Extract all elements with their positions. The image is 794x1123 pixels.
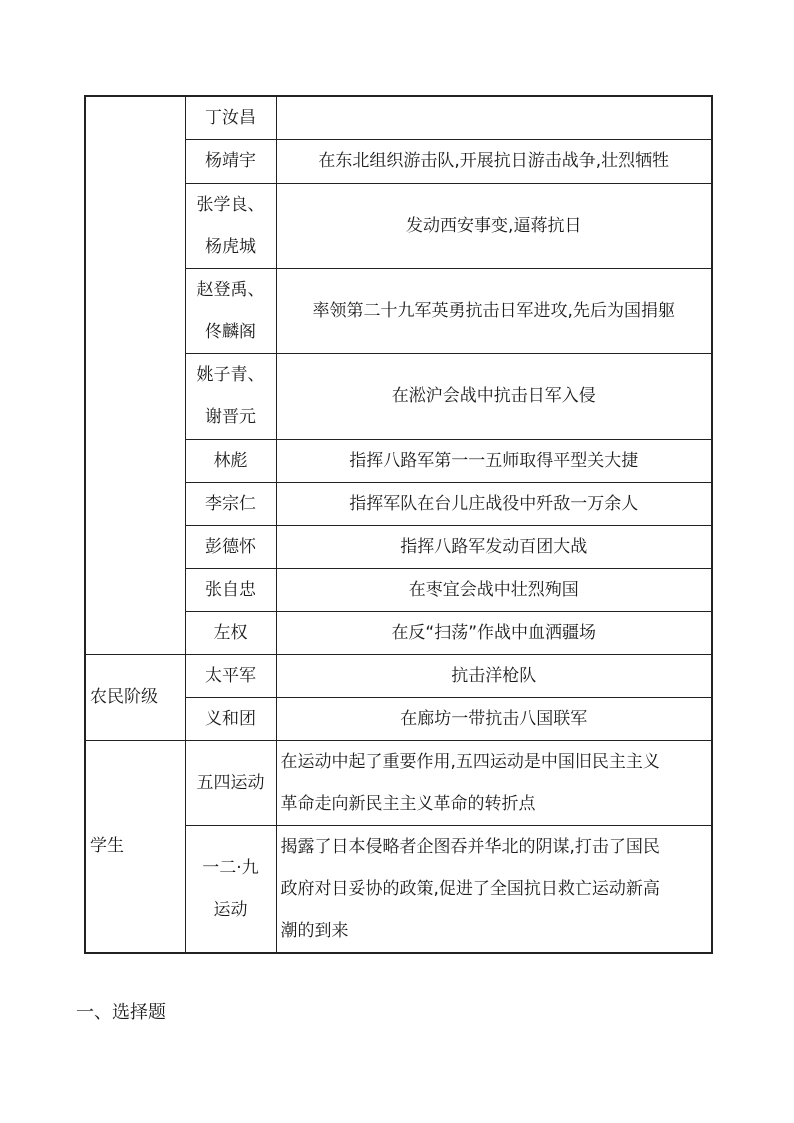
person-desc: 在枣宜会战中壮烈殉国 [276,568,712,611]
name-line: 张学良、 [196,194,265,215]
person-name [185,183,276,268]
desc-line: 政府对日妥协的政策,促进了全国抗日救亡运动新高 [280,878,660,899]
category-peasant: 农民阶级 [85,654,185,740]
person-desc: 在反“扫荡”作战中血洒疆场 [276,611,712,654]
group-desc: 抗击洋枪队 [276,654,712,697]
person-desc: 指挥八路军发动百团大战 [276,525,712,568]
person-desc: 指挥八路军第一一五师取得平型关大捷 [276,439,712,482]
person-desc: 发动西安事变,逼蒋抗日 [276,183,712,268]
table-row [85,96,712,139]
desc-line: 在运动中起了重要作用,五四运动是中国旧民主主义 [280,751,660,772]
movement-name [185,825,276,953]
person-desc: 在东北组织游击队,开展抗日游击战争,壮烈牺牲 [276,139,712,183]
person-desc: 率领第二十九军英勇抗击日军进攻,先后为国捐躯 [276,268,712,353]
person-name: 丁汝昌 [185,96,276,139]
person-desc [276,96,712,139]
person-name [185,353,276,439]
person-name: 杨靖宇 [185,139,276,183]
person-desc: 在淞沪会战中抗击日军入侵 [276,353,712,439]
person-name: 张自忠 [185,568,276,611]
name-line: 姚子青、 [196,365,265,385]
name-line: 赵登禹、 [196,279,265,300]
desc-line: 潮的到来 [280,920,349,941]
movement-name: 五四运动 [185,740,276,825]
group-name: 太平军 [185,654,276,697]
history-table [84,95,713,954]
person-name: 彭德怀 [185,525,276,568]
person-name: 李宗仁 [185,482,276,525]
name-line: 谢晋元 [205,407,256,427]
section-title: 一、选择题 [76,1002,166,1023]
desc-line: 揭露了日本侵略者企图吞并华北的阴谋,打击了国民 [280,836,660,857]
name-line: 佟麟阁 [205,321,256,342]
desc-line: 革命走向新民主主义革命的转折点 [280,793,536,814]
person-name [185,268,276,353]
movement-desc [276,825,712,953]
person-name: 左权 [185,611,276,654]
movement-desc [276,740,712,825]
name-line: 运动 [213,899,248,920]
table-row [85,654,712,697]
name-line: 一二·九 [202,857,259,878]
table-row [85,740,712,825]
group-name: 义和团 [185,697,276,740]
category-cell-empty [85,96,185,654]
person-name: 林彪 [185,439,276,482]
group-desc: 在廊坊一带抗击八国联军 [276,697,712,740]
category-student: 学生 [85,740,185,953]
name-line: 杨虎城 [205,236,256,257]
person-desc: 指挥军队在台儿庄战役中歼敌一万余人 [276,482,712,525]
